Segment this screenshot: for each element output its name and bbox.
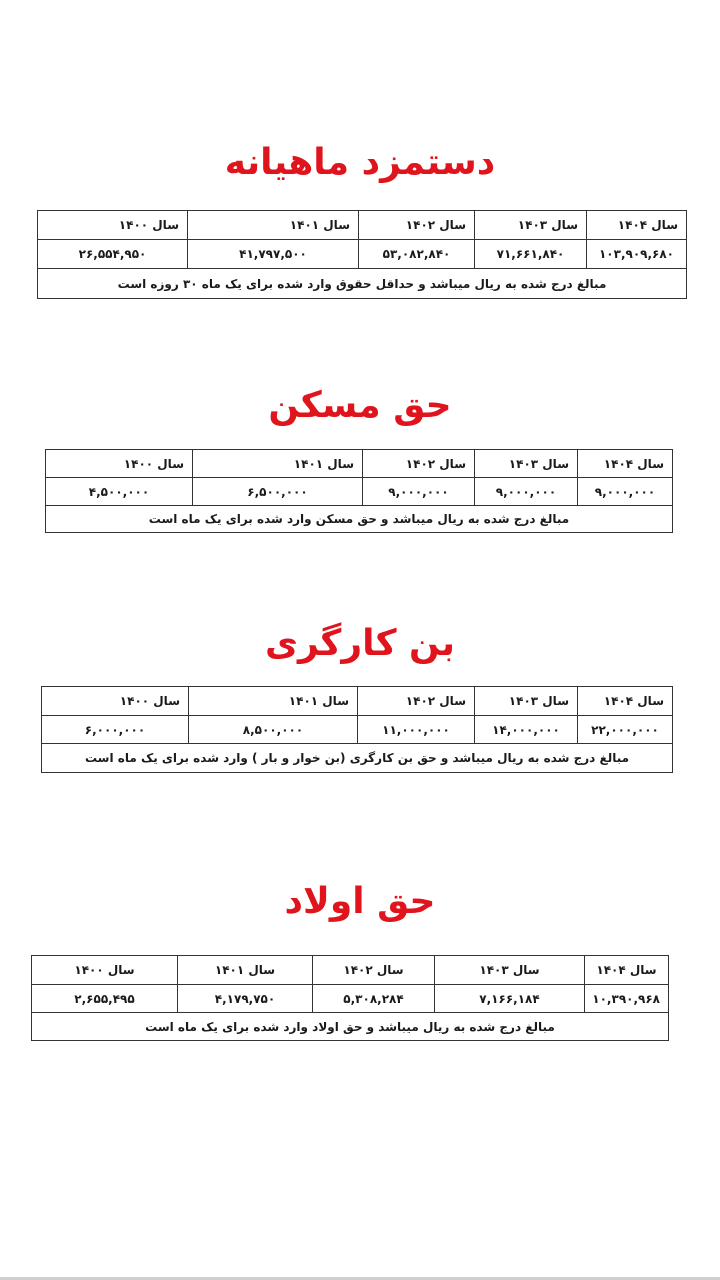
amount-cell: ۶,۰۰۰,۰۰۰ (42, 716, 189, 744)
section-title-child-allowance: حق اولاد (284, 881, 436, 922)
year-header: سال ۱۴۰۳ (475, 211, 587, 240)
year-header: سال ۱۴۰۱ (188, 211, 359, 240)
year-header: سال ۱۴۰۳ (475, 450, 578, 478)
amount-cell: ۴۱,۷۹۷,۵۰۰ (188, 240, 359, 269)
table-footnote: مبالغ درج شده به ریال میباشد و حداقل حقوق وارد شده برای یک ماه ۳۰ روزه است (38, 269, 687, 299)
amount-cell: ۷,۱۶۶,۱۸۴ (435, 985, 585, 1013)
housing-allowance-table (45, 449, 673, 533)
year-header: سال ۱۴۰۲ (363, 450, 475, 478)
year-header: سال ۱۴۰۰ (38, 211, 188, 240)
year-header: سال ۱۴۰۱ (189, 687, 358, 716)
amount-cell: ۹,۰۰۰,۰۰۰ (475, 478, 578, 506)
amount-cell: ۹,۰۰۰,۰۰۰ (578, 478, 673, 506)
amount-cell: ۱۰۳,۹۰۹,۶۸۰ (587, 240, 687, 269)
amount-cell: ۷۱,۶۶۱,۸۴۰ (475, 240, 587, 269)
year-header: سال ۱۴۰۰ (32, 956, 178, 985)
amount-cell: ۲۲,۰۰۰,۰۰۰ (578, 716, 673, 744)
child-allowance-table (31, 955, 669, 1041)
year-header: سال ۱۴۰۳ (475, 687, 578, 716)
year-header: سال ۱۴۰۰ (46, 450, 193, 478)
worker-voucher-table (41, 686, 673, 773)
amount-cell: ۵,۳۰۸,۲۸۴ (313, 985, 435, 1013)
amount-cell: ۲,۶۵۵,۴۹۵ (32, 985, 178, 1013)
amount-cell: ۴,۵۰۰,۰۰۰ (46, 478, 193, 506)
section-title-housing-allowance: حق مسکن (268, 385, 452, 426)
year-header: سال ۱۴۰۱ (193, 450, 363, 478)
year-header: سال ۱۴۰۴ (578, 687, 673, 716)
amount-cell: ۱۰,۳۹۰,۹۶۸ (585, 985, 669, 1013)
section-title-worker-voucher: بن کارگری (265, 623, 455, 664)
amount-cell: ۴,۱۷۹,۷۵۰ (178, 985, 313, 1013)
amount-cell: ۵۳,۰۸۲,۸۴۰ (359, 240, 475, 269)
year-header: سال ۱۴۰۲ (313, 956, 435, 985)
year-header: سال ۱۴۰۴ (587, 211, 687, 240)
year-header: سال ۱۴۰۳ (435, 956, 585, 985)
amount-cell: ۶,۵۰۰,۰۰۰ (193, 478, 363, 506)
amount-cell: ۹,۰۰۰,۰۰۰ (363, 478, 475, 506)
table-footnote: مبالغ درج شده به ریال میباشد و حق مسکن وارد شده برای یک ماه است (46, 506, 673, 533)
table-footnote: مبالغ درج شده به ریال میباشد و حق بن کارگری (بن خوار و بار ) وارد شده برای یک ماه است (42, 744, 673, 773)
amount-cell: ۸,۵۰۰,۰۰۰ (189, 716, 358, 744)
year-header: سال ۱۴۰۲ (359, 211, 475, 240)
table-footnote: مبالغ درج شده به ریال میباشد و حق اولاد وارد شده برای یک ماه است (32, 1013, 669, 1041)
section-title-monthly-wage: دستمزد ماهیانه (224, 142, 496, 183)
monthly-wage-table (37, 210, 687, 299)
year-header: سال ۱۴۰۲ (358, 687, 475, 716)
amount-cell: ۱۱,۰۰۰,۰۰۰ (358, 716, 475, 744)
year-header: سال ۱۴۰۴ (578, 450, 673, 478)
year-header: سال ۱۴۰۱ (178, 956, 313, 985)
year-header: سال ۱۴۰۰ (42, 687, 189, 716)
amount-cell: ۱۴,۰۰۰,۰۰۰ (475, 716, 578, 744)
year-header: سال ۱۴۰۴ (585, 956, 669, 985)
amount-cell: ۲۶,۵۵۴,۹۵۰ (38, 240, 188, 269)
